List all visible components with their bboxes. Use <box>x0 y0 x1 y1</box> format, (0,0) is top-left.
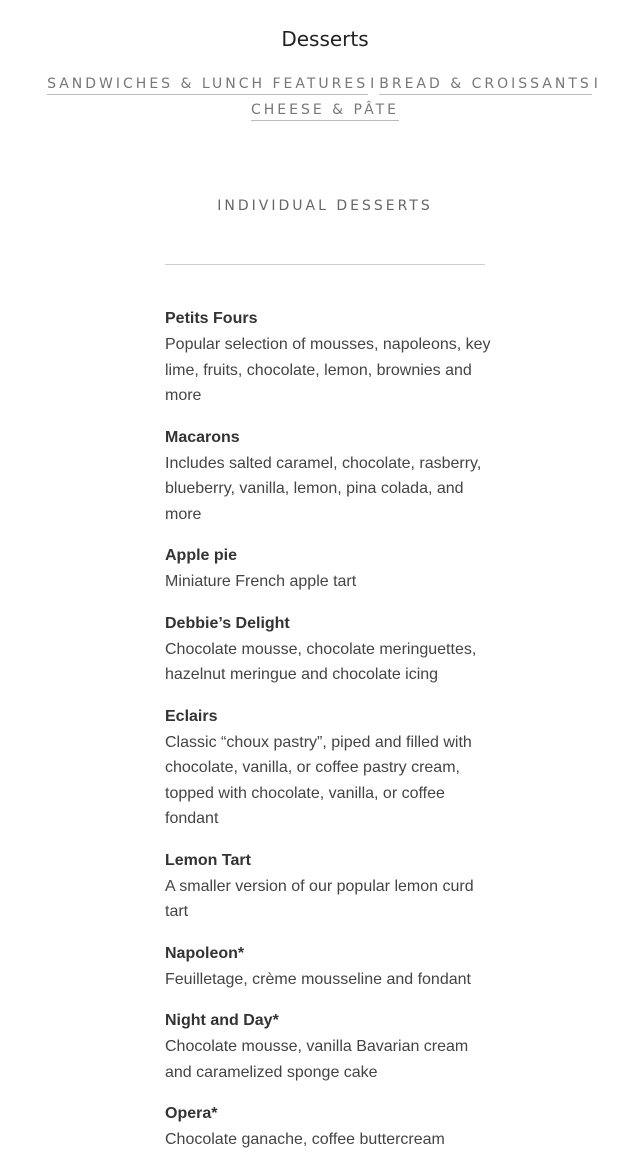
section-heading: INDIVIDUAL DESSERTS <box>217 198 433 214</box>
dessert-name: Eclairs <box>165 707 218 725</box>
dessert-description: Classic “choux pastry”, piped and filled with chocolate, vanilla, or coffee pastry cream, topped with chocolate, vanilla, or coffee fondant <box>165 733 472 827</box>
dessert-item <box>165 543 495 595</box>
dessert-name: Napoleon* <box>165 944 245 962</box>
nav-separator: I <box>593 76 601 92</box>
dessert-item <box>165 306 495 409</box>
dessert-name: Lemon Tart <box>165 851 251 869</box>
dessert-name: Apple pie <box>165 547 238 564</box>
dessert-description: Chocolate mousse, vanilla Bavarian cream and caramelized sponge cake <box>165 1038 469 1081</box>
dessert-item <box>165 1101 495 1153</box>
dessert-description: Miniature French apple tart <box>165 573 357 590</box>
dessert-name: Debbie’s Delight <box>165 614 290 632</box>
dessert-item <box>165 848 495 925</box>
dessert-name: Opera* <box>165 1105 218 1122</box>
dessert-list <box>165 306 495 1169</box>
divider <box>165 264 485 265</box>
nav-link-sandwiches-lunch[interactable]: SANDWICHES & LUNCH FEATURES <box>47 76 368 95</box>
dessert-item <box>165 611 495 688</box>
nav-link-bread-croissants[interactable]: BREAD & CROISSANTS <box>379 76 592 95</box>
dessert-description: Chocolate ganache, coffee buttercream <box>165 1131 445 1148</box>
dessert-description: A smaller version of our popular lemon curd tart <box>165 877 474 920</box>
dessert-description: Chocolate mousse, chocolate meringuettes, hazelnut meringue and chocolate icing <box>165 640 477 683</box>
dessert-description: Popular selection of mousses, napoleons, key lime, fruits, chocolate, lemon, brownies and more <box>165 336 491 404</box>
dessert-name: Night and Day* <box>165 1012 279 1029</box>
dessert-item <box>165 425 495 528</box>
nav-separator: I <box>370 76 378 92</box>
dessert-name: Macarons <box>165 428 240 446</box>
page-title: Desserts <box>281 27 369 51</box>
dessert-item <box>165 1008 495 1085</box>
dessert-name: Petits Fours <box>165 310 258 327</box>
dessert-item <box>165 941 495 993</box>
dessert-item <box>165 704 495 832</box>
category-nav <box>0 71 630 123</box>
dessert-description: Feuilletage, crème mousseline and fondant <box>165 970 471 988</box>
dessert-description: Includes salted caramel, chocolate, rasberry, blueberry, vanilla, lemon, pina colada, and more <box>165 454 482 523</box>
nav-link-cheese-pate[interactable]: CHEESE & PÂTE <box>251 102 399 121</box>
